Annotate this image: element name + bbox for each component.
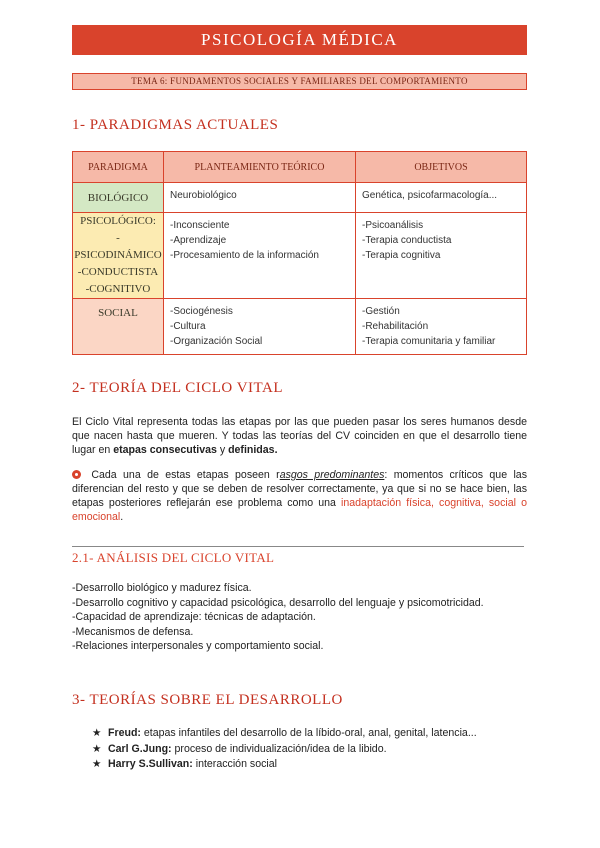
section-divider	[72, 546, 524, 547]
theory-text: proceso de individualización/idea de la libido.	[171, 742, 387, 755]
label-line: SOCIAL	[98, 307, 138, 319]
cell-line: -Procesamiento de la información	[170, 250, 319, 261]
cell-line: -Psicoanálisis	[362, 220, 424, 231]
topic-subtitle: TEMA 6: FUNDAMENTOS SOCIALES Y FAMILIARES DEL COMPORTAMIENTO	[72, 73, 527, 90]
cell-line: -Sociogénesis	[170, 306, 233, 317]
row-label-social	[73, 299, 164, 355]
cell-line: -Rehabilitación	[362, 321, 429, 332]
cell-line: Genética, psicofarmacología...	[362, 190, 498, 201]
paragraph-text: : momentos críticos que las diferencian del resto y que se deben de resolver correctamente, ya que si no se hace bien, las etapas posteriores reflejarán ese problema como una	[72, 469, 527, 509]
paradigms-table	[72, 151, 527, 355]
objetivos-cell	[356, 213, 527, 299]
label-line: -PSICODINÁMICO	[74, 232, 162, 261]
cell-line: -Terapia cognitiva	[362, 250, 441, 261]
bold-phrase: definidas.	[228, 444, 278, 456]
objetivos-cell	[356, 299, 527, 355]
list-item: -Mecanismos de defensa.	[72, 625, 194, 638]
cell-line: -Inconsciente	[170, 220, 230, 231]
theories-list	[92, 726, 477, 773]
section-1-heading: 1- PARADIGMAS ACTUALES	[72, 117, 279, 133]
table-row-social	[73, 299, 527, 355]
list-item	[92, 726, 477, 742]
theorist-name: Freud:	[108, 727, 141, 739]
subsection-2-1-heading: 2.1- ANÁLISIS DEL CICLO VITAL	[72, 550, 275, 565]
list-item: -Relaciones interpersonales y comportamiento social.	[72, 640, 324, 652]
page-title: PSICOLOGÍA MÉDICA	[72, 25, 527, 55]
theory-text: interacción social	[192, 758, 277, 770]
table-row-biologico	[73, 183, 527, 213]
theorist-name: Harry S.Sullivan:	[108, 758, 193, 770]
section-2-heading: 2- TEORÍA DEL CICLO VITAL	[72, 380, 284, 396]
cycle-intro-paragraph	[72, 415, 527, 457]
paragraph-text: y	[216, 444, 229, 456]
cell-line: -Aprendizaje	[170, 235, 227, 246]
cell-line: -Terapia comunitaria y familiar	[362, 336, 496, 347]
label-line: -COGNITIVO	[85, 283, 151, 295]
list-item: -Desarrollo cognitivo y capacidad psicológica, desarrollo del lenguaje y psicomotricidad.	[72, 596, 484, 609]
highlight-phrase: inadaptación física, cognitiva, social o emocional	[72, 497, 527, 523]
planteamiento-cell	[164, 183, 356, 213]
bold-phrase: etapas consecutivas	[113, 444, 217, 456]
star-icon: ★	[92, 727, 102, 739]
star-icon: ★	[92, 742, 102, 755]
header-paradigma: PARADIGMA	[73, 152, 164, 183]
paragraph-text: El Ciclo Vital representa todas las etapas por las que pueden pasar los seres humanos desde que nacen hasta que mueren. Y todas las teorías del CV coinciden en que el desarrollo tiene lugar en	[72, 416, 527, 456]
list-item	[92, 757, 477, 773]
cell-line: -Cultura	[170, 321, 206, 332]
list-item: -Capacidad de aprendizaje: técnicas de adaptación.	[72, 611, 316, 623]
label-line: BIOLÓGICO	[87, 191, 149, 204]
paragraph-text: r	[276, 469, 280, 481]
star-icon: ★	[92, 758, 102, 770]
table-header-row	[73, 152, 527, 183]
list-item	[92, 742, 477, 758]
list-item: -Desarrollo biológico y madurez física.	[72, 582, 252, 594]
cell-line: -Gestión	[362, 306, 400, 317]
row-label-psicologico	[73, 213, 164, 299]
cell-line: Neurobiológico	[170, 190, 237, 201]
theorist-name: Carl G.Jung:	[108, 742, 172, 755]
label-line: -CONDUCTISTA	[77, 266, 159, 278]
analysis-list	[72, 581, 484, 654]
planteamiento-cell	[164, 299, 356, 355]
table-row-psicologico	[73, 213, 527, 299]
paragraph-text: Cada una de estas etapas poseen	[85, 469, 277, 481]
paragraph-text: .	[120, 511, 124, 523]
theory-text: etapas infantiles del desarrollo de la líbido-oral, anal, genital, latencia...	[140, 727, 477, 739]
header-objetivos: OBJETIVOS	[356, 152, 527, 183]
section-3-heading: 3- TEORÍAS SOBRE EL DESARROLLO	[72, 692, 343, 708]
underlined-phrase: asgos predominantes	[279, 469, 385, 481]
objetivos-cell	[356, 183, 527, 213]
header-planteamiento: PLANTEAMIENTO TEÓRICO	[164, 152, 356, 183]
stages-paragraph	[72, 468, 527, 524]
cell-line: -Terapia conductista	[362, 235, 452, 246]
cell-line: -Organización Social	[170, 336, 263, 347]
bullet-circle-icon	[72, 470, 81, 479]
planteamiento-cell	[164, 213, 356, 299]
label-line: PSICOLÓGICO:	[80, 215, 156, 227]
row-label-biologico	[73, 183, 164, 213]
